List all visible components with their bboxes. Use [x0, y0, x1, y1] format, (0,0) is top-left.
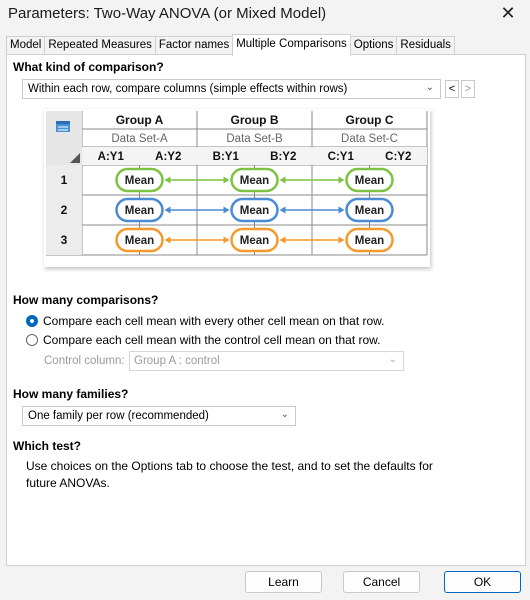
comparison-illustration [40, 107, 434, 272]
how-many-heading: How many comparisons? [13, 293, 159, 307]
tab-factor-names[interactable]: Factor names [155, 36, 233, 55]
tab-residuals[interactable]: Residuals [396, 36, 455, 55]
column-header: C:Y1 [327, 151, 354, 163]
test-description-line1: Use choices on the Options tab to choose the test, and to set the defaults for [26, 459, 433, 473]
group-header: Group A [115, 113, 164, 127]
column-header: A:Y1 [97, 151, 124, 163]
column-header: A:Y2 [155, 151, 182, 163]
radio-checked-icon [26, 315, 38, 327]
radio-compare-control[interactable] [26, 333, 381, 347]
cancel-button[interactable]: Cancel [343, 571, 420, 593]
column-header-bg [82, 147, 427, 165]
test-heading: Which test? [13, 439, 81, 453]
control-column-select[interactable] [129, 351, 404, 371]
ok-button[interactable]: OK [444, 571, 521, 593]
tab-repeated-measures[interactable]: Repeated Measures [44, 36, 156, 55]
tab-strip [6, 36, 454, 55]
title-bar [0, 0, 530, 30]
window-title: Parameters: Two-Way ANOVA (or Mixed Model) [8, 5, 327, 22]
mean-label: Mean [239, 205, 270, 217]
mean-label: Mean [354, 205, 385, 217]
radio-compare-all[interactable] [26, 314, 385, 328]
control-column-value: Group A : control [134, 355, 220, 367]
families-select-value: One family per row (recommended) [28, 410, 209, 422]
dataset-header: Data Set-C [341, 133, 398, 145]
dataset-header: Data Set-A [111, 133, 168, 145]
tab-options[interactable]: Options [350, 36, 398, 55]
learn-button[interactable]: Learn [245, 571, 322, 593]
mean-label: Mean [239, 235, 270, 247]
families-heading: How many families? [13, 387, 129, 401]
row-header: 1 [60, 173, 68, 187]
chevron-down-icon: ⌄ [280, 409, 289, 420]
families-select[interactable] [22, 406, 296, 426]
test-description-line2: future ANOVAs. [26, 476, 110, 490]
column-header: B:Y2 [270, 151, 297, 163]
table-icon [56, 121, 70, 132]
mean-label: Mean [354, 235, 385, 247]
comparison-select-value: Within each row, compare columns (simple effects within rows) [28, 83, 348, 95]
comparison-heading: What kind of comparison? [13, 60, 164, 74]
control-column-label: Control column: [44, 355, 125, 367]
close-icon[interactable]: ✕ [500, 3, 516, 23]
tab-model[interactable]: Model [6, 36, 45, 55]
radio-compare-all-label: Compare each cell mean with every other cell mean on that row. [43, 314, 385, 328]
radio-unchecked-icon [26, 334, 38, 346]
radio-compare-control-label: Compare each cell mean with the control cell mean on that row. [43, 333, 381, 347]
prev-button[interactable]: < [445, 80, 459, 98]
mean-label: Mean [124, 235, 155, 247]
comparison-select[interactable] [22, 79, 441, 99]
mean-label: Mean [124, 205, 155, 217]
next-button[interactable]: > [461, 80, 475, 98]
group-header: Group B [230, 113, 279, 127]
mean-label: Mean [354, 175, 385, 187]
table-icon-header [56, 121, 70, 124]
mean-label: Mean [239, 175, 270, 187]
mean-label: Mean [124, 175, 155, 187]
chevron-down-icon: ⌄ [425, 82, 434, 93]
dataset-header: Data Set-B [226, 133, 283, 145]
tab-multiple-comparisons[interactable]: Multiple Comparisons [232, 34, 351, 56]
column-header: C:Y2 [385, 151, 412, 163]
chevron-down-icon: ⌄ [388, 354, 397, 365]
row-header: 3 [60, 233, 68, 247]
row-header: 2 [60, 203, 68, 217]
group-header: Group C [345, 113, 394, 127]
column-header: B:Y1 [212, 151, 239, 163]
